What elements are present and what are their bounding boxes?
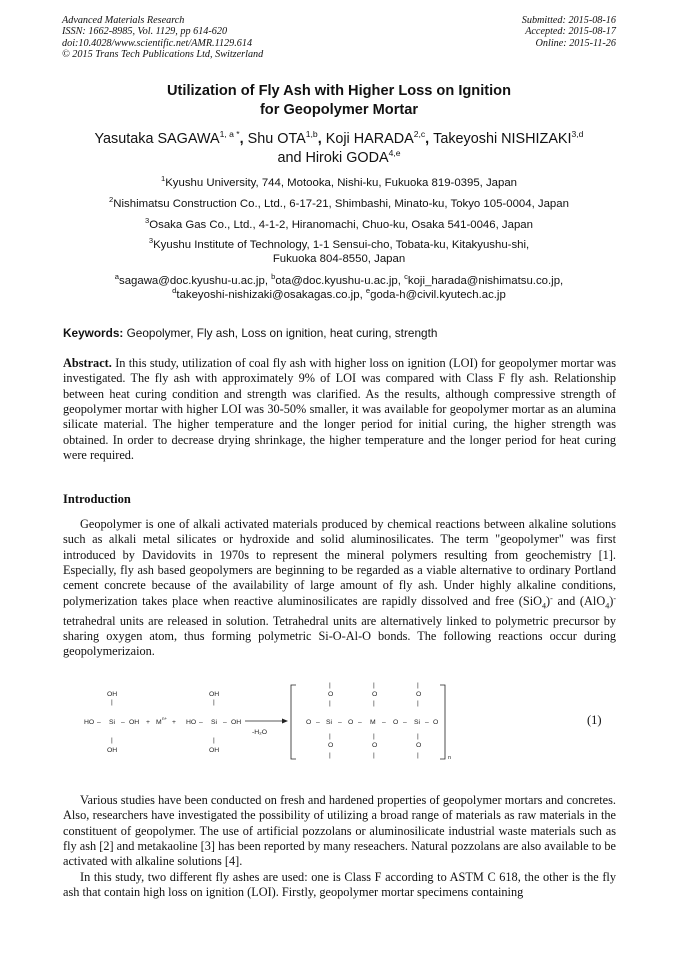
svg-text:|: | <box>373 700 375 707</box>
eq-label: – <box>97 719 101 726</box>
svg-text:|: | <box>373 733 375 740</box>
svg-text:|: | <box>417 733 419 740</box>
svg-text:O: O <box>433 719 439 726</box>
svg-text:–: – <box>358 719 362 726</box>
svg-text:O: O <box>372 691 378 698</box>
geopolymerization-equation <box>70 677 470 764</box>
journal-header <box>62 15 263 60</box>
eq-label: + <box>172 719 176 726</box>
svg-text:|: | <box>329 752 331 759</box>
svg-text:|: | <box>373 682 375 689</box>
svg-text:–: – <box>425 719 429 726</box>
right-bracket <box>440 685 445 759</box>
svg-text:Si: Si <box>414 719 421 726</box>
eq-label: n <box>448 755 452 761</box>
left-bracket <box>291 685 296 759</box>
email-link[interactable]: sagawa@doc.kyushu-u.ac.jp <box>119 275 265 287</box>
eq-label: + <box>146 719 150 726</box>
affiliation: $^3$Osaka Gas Co., Ltd., 4-1-2, Hiranomachi, Chuo-ku, Osaka 541-0046, Japan <box>145 216 533 231</box>
abstract-text: In this study, utilization of coal fly ash with higher loss on ignition (LOI) for geopolymer mortar was investigated. The fly ash with approximately 9% of LOI was compared with Class F fly ash. Relationship between heat curing condition and strength was clarified. As the results, although compressive strength of geopolymer mortar with higher LOI was 30-50% smaller, it was available for geopolymer mortar as an alumina silicate material. The higher temperature and the longer period for initial curing, the higher strength was obtained. In order to decrease drying shrinkage, the higher temperature and the longer period for heat curing were required. <box>63 356 617 463</box>
eq-label: | <box>111 699 113 706</box>
author-name: Takeyoshi NISHIZAKI <box>433 131 572 147</box>
svg-text:|: | <box>417 700 419 707</box>
svg-text:–: – <box>338 719 342 726</box>
submitted-date: Submitted: 2015-08-16 <box>521 15 616 26</box>
eq-label: -H₂O <box>252 729 268 736</box>
svg-text:O: O <box>348 719 354 726</box>
svg-text:O: O <box>328 691 334 698</box>
abstract-label: Abstract. <box>63 356 112 370</box>
eq-label: – <box>199 719 203 726</box>
author-name: Shu OTA <box>247 131 306 147</box>
affiliation: $^2$Nishimatsu Construction Co., Ltd., 6-17-21, Shimbashi, Minato-ku, Tokyo 105-0004, Japan <box>109 195 569 210</box>
svg-text:Si: Si <box>326 719 333 726</box>
intro-paragraph: Geopolymer is one of alkali activated materials produced by chemical reactions between alkaline solutions such as alkali metal silicates or hydroxide and solid aluminosilicates. The term "geopolymer" was first introduced by Davidovits in 1970s to represent the mineral polymers resulting from geochemistry [1]. Especially, fly ash based geopolymers are beginning to be regarded as a viable alternative to ordinary Portland cement concrete because of the availability of large amount of fly ash. Under highly alkaline conditions, polymerization takes place when reactive aluminosilicates are rapidly dissolved and free (SiO$_4$)- and (AlO$_4$)- tetrahedral units are released in solution. Tetrahedral units are alternatively linked to polymetric precursor by sharing oxygen atom, thus forming polymetric Si-O-Al-O bonds. The following reactions occur during geopolymerizaion. <box>63 517 616 659</box>
eq-label: OH <box>129 719 140 726</box>
dates-header <box>522 15 616 49</box>
affiliation: $^3$Kyushu Institute of Technology, 1-1 Sensui-cho, Tobata-ku, Kitakyushu-shi, Fukuoka 804-8550, Japan <box>148 236 530 266</box>
svg-text:O: O <box>416 691 422 698</box>
eq-label: | <box>213 699 215 706</box>
eq-label: n+ <box>162 716 168 721</box>
eq-label: HO <box>186 719 197 726</box>
svg-text:|: | <box>329 700 331 707</box>
svg-text:O: O <box>393 719 399 726</box>
abstract <box>63 356 616 463</box>
accepted-date: Accepted: 2015-08-17 <box>525 26 616 38</box>
paper-title: Utilization of Fly Ash with Higher Loss on Ignition for Geopolymer Mortar <box>166 83 511 118</box>
affiliation: $^1$Kyushu University, 744, Motooka, Nishi-ku, Fukuoka 819-0395, Japan <box>160 174 518 189</box>
polymer-chain <box>306 682 438 759</box>
svg-text:|: | <box>417 682 419 689</box>
svg-text:O: O <box>306 719 312 726</box>
eq-label: Si <box>211 719 218 726</box>
eq-label: OH <box>209 691 220 698</box>
equation-number: (1) <box>587 713 602 727</box>
eq-label: Si <box>109 719 116 726</box>
svg-text:|: | <box>373 752 375 759</box>
author-name: Yasutaka SAGAWA <box>94 131 220 147</box>
email-link[interactable]: koji_harada@nishimatsu.co.jp <box>407 275 561 287</box>
eq-label: – <box>223 719 227 726</box>
svg-text:M: M <box>370 719 376 726</box>
eq-label: OH <box>231 719 242 726</box>
svg-text:–: – <box>316 719 320 726</box>
svg-text:O: O <box>372 742 378 749</box>
eq-label: | <box>111 737 113 744</box>
eq-label: OH <box>107 691 118 698</box>
svg-text:O: O <box>416 742 422 749</box>
eq-label: M <box>156 719 162 726</box>
email-link[interactable]: goda-h@civil.kyutech.ac.jp <box>370 289 506 302</box>
doi-line: doi:10.4028/www.scientific.net/AMR.1129.614 <box>62 37 253 49</box>
svg-text:O: O <box>328 742 334 749</box>
svg-text:–: – <box>403 719 407 726</box>
issn-line: ISSN: 1662-8985, Vol. 1129, pp 614-620 <box>62 26 228 38</box>
author-name: Hiroki GODA <box>305 150 389 166</box>
keywords-label: Keywords: <box>63 326 124 340</box>
intro-paragraph: In this study, two different fly ashes are used: one is Class F according to ASTM C 618, the other is the fly ash that contain high loss on ignition (LOI). Firstly, geopolymer mortar specimens containing <box>63 870 616 900</box>
svg-text:–: – <box>382 719 386 726</box>
eq-label: – <box>121 719 125 726</box>
keywords <box>63 326 437 340</box>
reaction-arrow-head <box>282 719 288 724</box>
eq-label: | <box>213 737 215 744</box>
author-emails: $^a$sagawa@doc.kyushu-u.ac.jp, $^b$ota@doc.kyushu-u.ac.jp, $^c$koji_harada@nishimatsu.co.jp, $^d$takeyoshi-nishizaki@osakagas.co.jp, $^e$goda-h@civil.kyutech.ac.jp <box>114 272 564 302</box>
email-link[interactable]: ota@doc.kyushu-u.ac.jp <box>275 275 398 287</box>
eq-label: OH <box>209 747 220 754</box>
intro-paragraph: Various studies have been conducted on fresh and hardened properties of geopolymer mortars and concretes. Also, researchers have investigated the possibility of utilizing a broad range of materials as raw materials in the constituent of geopolymer. The use of artificial pozzolans or aluminosilicate industrial waste materials such as fly ash [2] and metakaoline [3] has been reported by many reseachers. Natural pozzolans are also available to be activated with alkaline solutions [4]. <box>63 793 616 869</box>
online-date: Online: 2015-11-26 <box>535 37 616 49</box>
svg-text:|: | <box>417 752 419 759</box>
author-list: Yasutaka $SAGAWA^{1, a *}$, Shu OTA$^{1,b}$, Koji HARADA$^{2,c}$, Takeyoshi NISHIZAKI$^{3,d}$ and Hiroki GODA$^{4,e}$ <box>94 129 584 166</box>
journal-name: Advanced Materials Research <box>62 15 185 26</box>
svg-text:|: | <box>329 733 331 740</box>
eq-label: HO <box>84 719 95 726</box>
section-heading: Introduction <box>63 492 131 506</box>
eq-label: OH <box>107 747 118 754</box>
copyright-line: © 2015 Trans Tech Publications Ltd, Switzerland <box>62 48 264 60</box>
keywords-text: Geopolymer, Fly ash, Loss on ignition, heat curing, strength <box>126 326 438 340</box>
svg-text:|: | <box>329 682 331 689</box>
email-link[interactable]: takeyoshi-nishizaki@osakagas.co.jp <box>176 289 360 302</box>
author-name: Koji HARADA <box>325 131 414 147</box>
